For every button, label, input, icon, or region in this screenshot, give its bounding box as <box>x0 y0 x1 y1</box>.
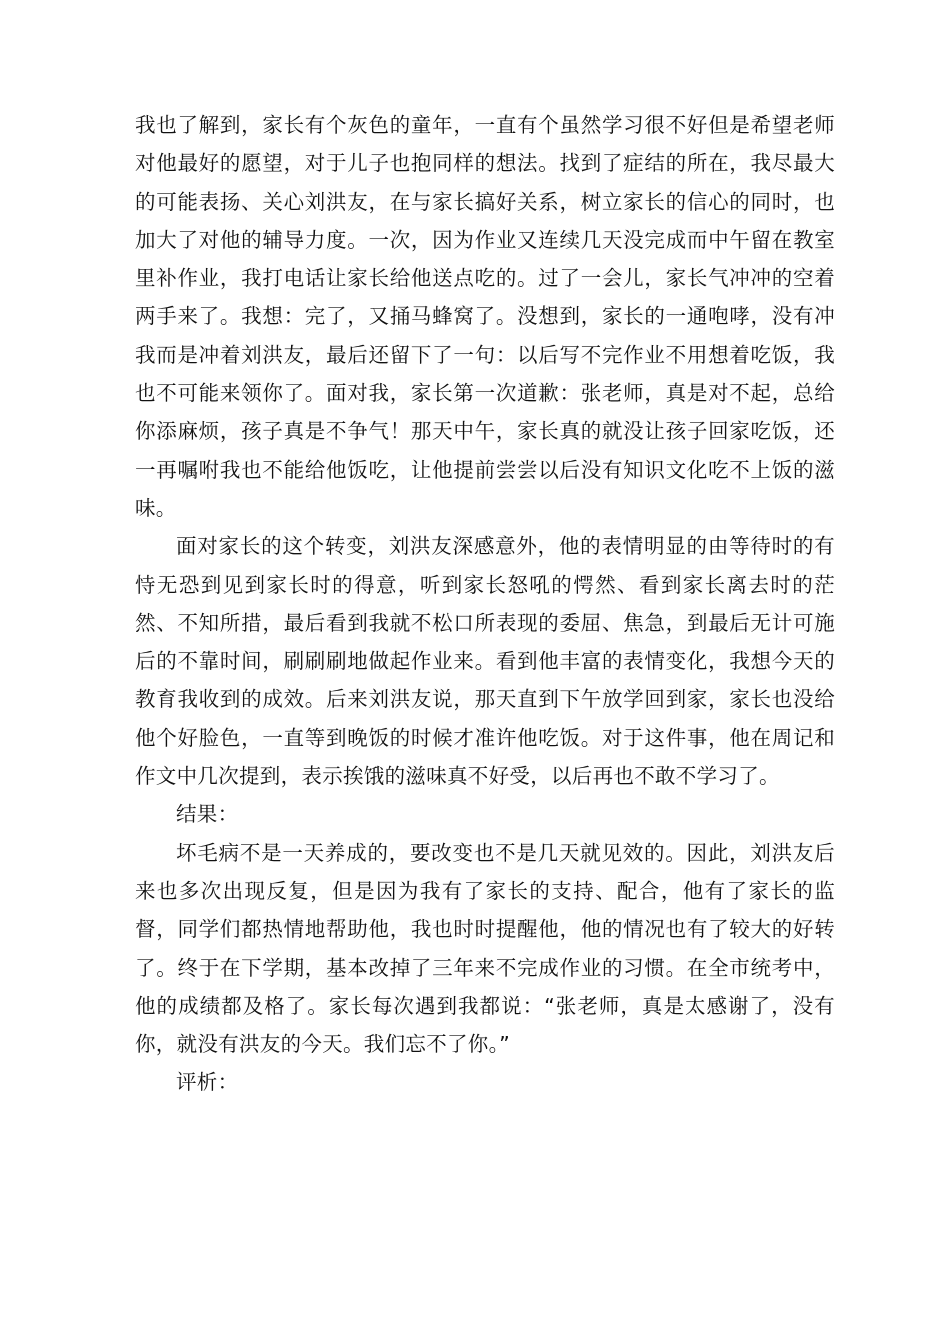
paragraph-child-reaction: 面对家长的这个转变，刘洪友深感意外，他的表情明显的由等待时的有恃无恐到见到家长时的得意，听到家长怒吼的愕然、看到家长离去时的茫然、不知所措，最后看到我就不松口所表现的委屈、焦急，到最后无计可施后的不靠时间，刷刷刷地做起作业来。看到他丰富的表情变化，我想今天的教育我收到的成效。后来刘洪友说，那天直到下午放学回到家，家长也没给他个好脸色，一直等到晚饭的时候才准许他吃饭。对于这件事，他在周记和作文中几次提到，表示挨饿的滋味真不好受，以后再也不敢不学习了。 <box>135 534 835 789</box>
section-heading-analysis: 评析： <box>176 1070 239 1095</box>
document-body <box>135 106 835 1102</box>
section-heading-result: 结果： <box>176 802 239 827</box>
paragraph-continuation: 我也了解到，家长有个灰色的童年，一直有个虽然学习很不好但是希望老师对他最好的愿望，对于儿子也抱同样的想法。找到了症结的所在，我尽最大的可能表扬、关心刘洪友，在与家长搞好关系，树立家长的信心的同时，也加大了对他的辅导力度。一次，因为作业又连续几天没完成而中午留在教室里补作业，我打电话让家长给他送点吃的。过了一会儿，家长气冲冲的空着两手来了。我想：完了，又捅马蜂窝了。没想到，家长的一通咆哮，没有冲我而是冲着刘洪友，最后还留下了一句：以后写不完作业不用想着吃饭，我也不可能来领你了。面对我，家长第一次道歉：张老师，真是对不起，总给你添麻烦，孩子真是不争气！那天中午，家长真的就没让孩子回家吃饭，还一再嘱咐我也不能给他饭吃，让他提前尝尝以后没有知识文化吃不上饭的滋味。 <box>135 113 835 520</box>
paragraph-result: 坏毛病不是一天养成的，要改变也不是几天就见效的。因此，刘洪友后来也多次出现反复，但是因为我有了家长的支持、配合，他有了家长的监督，同学们都热情地帮助他，我也时时提醒他，他的情况也有了较大的好转了。终于在下学期，基本改掉了三年来不完成作业的习惯。在全市统考中，他的成绩都及格了。家长每次遇到我都说：“张老师，真是太感谢了，没有你，就没有洪友的今天。我们忘不了你。” <box>135 840 835 1057</box>
